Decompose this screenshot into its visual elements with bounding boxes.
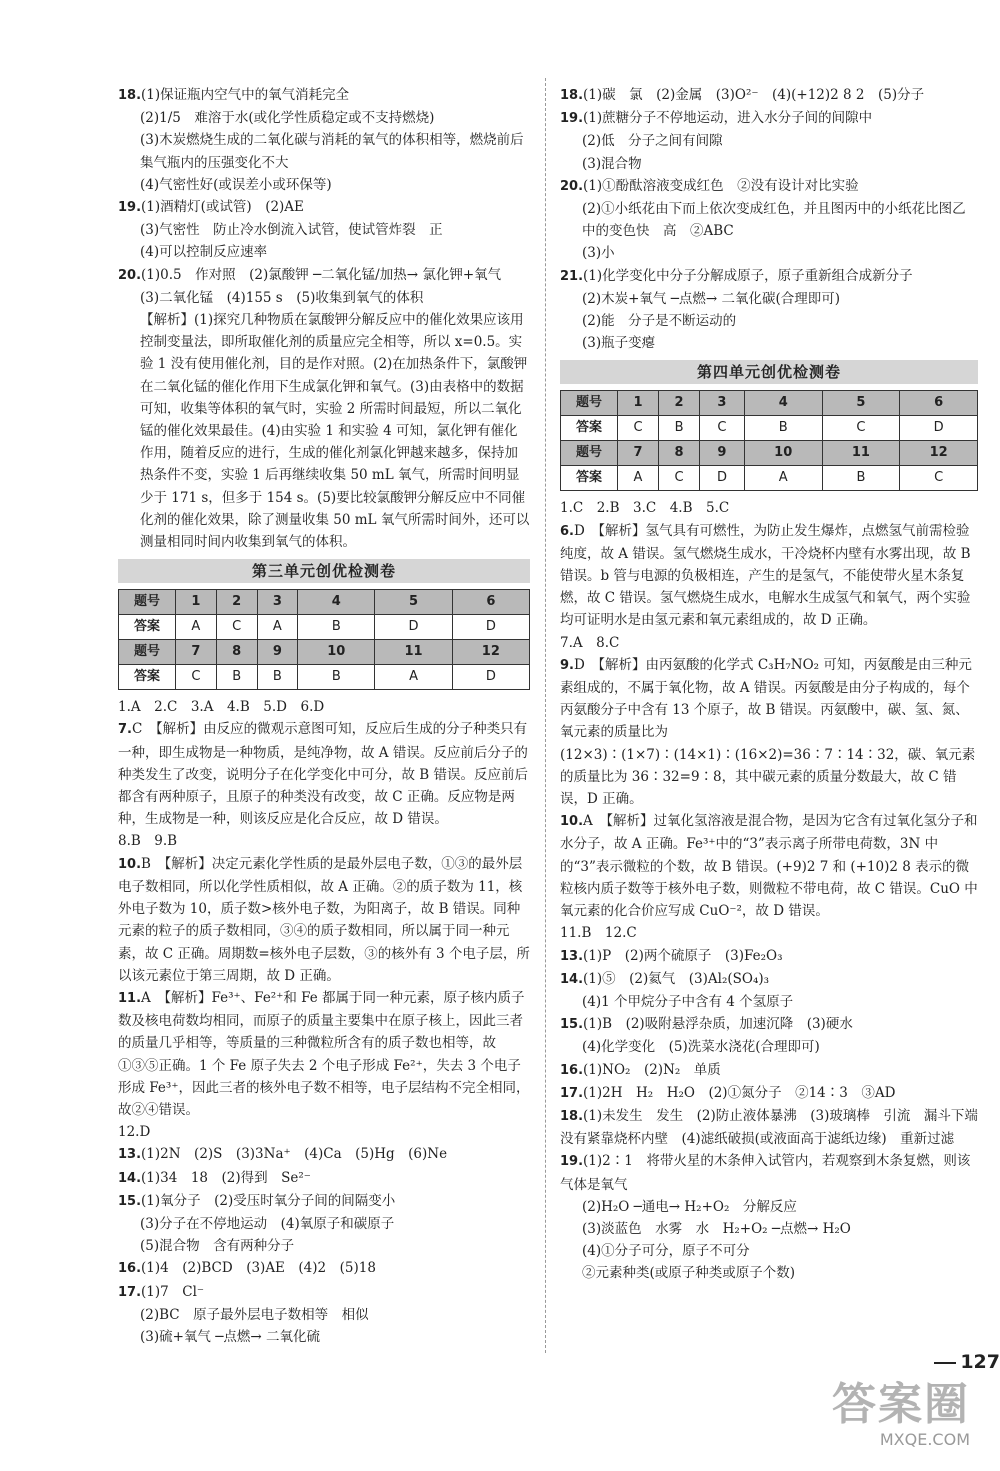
answer-table-cell: 8 (659, 441, 700, 466)
answer-table-cell: B (744, 416, 822, 441)
answer-table-cell: 题号 (561, 391, 618, 416)
answer-table-cell: 1 (618, 391, 659, 416)
answer-text: (1)⑤ (2)氦气 (3)Al₂(SO₄)₃ (583, 970, 770, 987)
answer-text: (1)2∶1 将带火星的木条伸入试管内，若观察到木条复燃，则该气体是氧气 (560, 1153, 971, 1193)
answer-text: (1)NO₂ (2)N₂ 单质 (583, 1061, 721, 1078)
answer-subline: (3)瓶子变瘪 (582, 335, 656, 352)
answer-table-cell: D (452, 665, 529, 690)
answer-text: D 【解析】氢气具有可燃性，为防止发生爆炸，点燃氢气前需检验纯度，故 A 错误。氢气燃烧生成水，干冷烧杯内壁有水雾出现，故 B 错误。b 管与电源的负极相连，产生的是氢气，不能使带火星木条复燃，故 C 错误。氢气燃烧生成水，电解水生成氢气和氧气，两个实验均可证明水是由氢元素和氧元素组成的，故 D 正确。 (560, 522, 971, 629)
answer-table-cell: 答案 (561, 466, 618, 491)
answer-table-row (561, 441, 978, 466)
answer-table-cell: 答案 (119, 615, 176, 640)
answer-item (560, 1150, 978, 1195)
answer-item (560, 1059, 978, 1082)
answer-item (560, 497, 978, 519)
answer-table-cell: 3 (257, 590, 298, 615)
answer-table-cell: 12 (900, 441, 978, 466)
answer-item (118, 696, 530, 718)
answer-subline: (4)化学变化 (5)洗菜水浇花(合理即可) (582, 1039, 820, 1056)
answer-item (118, 84, 530, 107)
answer-table-cell: 2 (659, 391, 700, 416)
answer-text: (1)2H H₂ H₂O (2)①氮分子 ②14∶3 ③AD (583, 1084, 896, 1101)
answer-subline: 【解析】(1)探究几种物质在氯酸钾分解反应中的催化效果应该用控制变量法，即所取催化剂的质量应完全相等，所以 x=0.5。实验 1 没有使用催化剂，目的是作对照。(2)在加热条件下，氯酸钾在二氧化锰的催化作用下生成氯化钾和氧气。(3)由表格中的数据可知，收集等体积的氧气时，实验 2 所需时间最短，所以二氧化锰的催化效果最佳。(4)由实验 1 和实验 4 可知，氯化钾有催化作用，随着反应的进行，生成的催化剂氯化钾越来越多，保持加热条件不变，实验 1 后再继续收集 50 mL 氧气，所需时间明显少于 171 s，但多于 154 s。(5)要比较氯酸钾分解反应中不同催化剂的催化效果，除了测量收集 50 mL 氧气所需时间外，还可以测量相同时间内收集到氧气的体积。 (140, 312, 530, 551)
page-number: 127 (934, 1351, 1000, 1373)
answer-subline: (3)硫+氧气 ─点燃→ 二氧化硫 (140, 1328, 320, 1345)
answer-text: (1)4 (2)BCD (3)AE (4)2 (5)18 (141, 1260, 376, 1277)
answer-subline: (2)1/5 难溶于水(或化学性质稳定或不支持燃烧) (140, 110, 435, 127)
question-number: 14. (118, 1170, 142, 1186)
section-header: 第四单元创优检测卷 (560, 360, 978, 384)
question-number: 15. (118, 1193, 142, 1209)
answer-item (118, 718, 530, 830)
answer-table-cell: D (900, 416, 978, 441)
answer-table-cell: 答案 (561, 416, 618, 441)
question-number: 19. (560, 111, 584, 127)
question-number: 20. (118, 267, 142, 283)
answer-table-cell: C (618, 416, 659, 441)
answer-text: (1)酒精灯(或试管) (2)AE (141, 199, 304, 216)
question-number: 16. (118, 1261, 142, 1277)
answer-table-cell: 7 (618, 441, 659, 466)
answer-table-cell: D (452, 615, 529, 640)
answer-table-cell: B (257, 665, 298, 690)
answer-table-row (119, 665, 530, 690)
answer-text: A 【解析】过氧化氢溶液是混合物，是因为它含有过氧化氢分子和水分子，故 A 正确。Fe³⁺中的“3”表示离子所带电荷数，3N 中的“3”表示微粒的个数，故 B 错误。(+9)2 7 和 (+10)2 8 表示的微粒核内质子数等于核外电子数，则微粒不带电荷，故 C 错误。CuO 中氧元素的化合价应写成 CuO⁻²，故 D 错误。 (560, 813, 978, 920)
answer-table-cell: C (900, 466, 978, 491)
answer-subline: (2)BC 原子最外层电子数相等 相似 (140, 1306, 369, 1323)
answer-subline: (5)混合物 含有两种分子 (140, 1238, 295, 1255)
answer-text: (1)2N (2)S (3)3Na⁺ (4)Ca (5)Hg (6)Ne (141, 1146, 448, 1163)
answer-text: (1)①酚酞溶液变成红色 ②没有设计对比实验 (583, 177, 859, 194)
answer-table-cell: 10 (298, 640, 375, 665)
column-divider (545, 78, 546, 1353)
section-header: 第三单元创优检测卷 (118, 559, 530, 583)
answer-table-cell: 1 (176, 590, 217, 615)
answer-text: (1)蔗糖分子不停地运动，进入水分子间的间隙中 (583, 110, 873, 127)
answer-table-row (561, 416, 978, 441)
right-column (560, 84, 978, 1285)
answer-table-cell: 答案 (119, 665, 176, 690)
answer-table-cell: 12 (452, 640, 529, 665)
question-number: 13. (560, 948, 584, 964)
answer-item (560, 945, 978, 968)
answer-table-cell: A (618, 466, 659, 491)
question-number: 6. (560, 523, 574, 539)
answer-item (118, 1143, 530, 1166)
answer-table (118, 589, 530, 690)
answer-item (560, 632, 978, 654)
answer-text: (1)0.5 作对照 (2)氯酸钾 ─二氧化锰/加热→ 氯化钾+氧气 (141, 266, 502, 283)
answer-table-cell: 9 (700, 441, 745, 466)
question-number: 14. (560, 971, 584, 987)
question-number: 9. (560, 657, 574, 673)
question-number: 17. (560, 1085, 584, 1101)
answer-table-cell: D (375, 615, 452, 640)
answer-subline: (2)能 分子是不断运动的 (582, 313, 737, 330)
answer-text: A 【解析】Fe³⁺、Fe²⁺和 Fe 都属于同一种元素，原子核内质子数及核电荷数均相同，而原子的质量主要集中在原子核上，因此三者的质量几乎相等，等质量的三种微粒所含有的质子数也相等，故①③⑤正确。1 个 Fe 原子失去 2 个电子形成 Fe²⁺，失去 3 个电子形成 Fe³⁺，因此三者的核外电子数不相等，电子层结构不完全相同，故②④错误。 (118, 989, 530, 1118)
answer-subline: (4)①分子可分，原子不可分 (582, 1243, 750, 1260)
answer-item (560, 968, 978, 991)
watermark (832, 1380, 970, 1449)
answer-table-cell: B (822, 466, 900, 491)
left-column (118, 84, 530, 1348)
answer-text: D 【解析】由丙氨酸的化学式 C₃H₇NO₂ 可知，丙氨酸是由三种元素组成的，不属于氧化物，故 A 错误。丙氨酸是由分子构成的，每个丙氨酸分子中含有 13 个原子，故 B 错误。丙氨酸中，碳、氢、氮、氧元素的质量比为(12×3)∶(1×7)∶(14×1)∶(16×2)=36∶7∶14∶32，碳、氧元素的质量比为 36∶32=9∶8，其中碳元素的质量分数最大，故 C 错误，D 正确。 (560, 656, 976, 808)
answer-item (560, 265, 978, 288)
question-number: 15. (560, 1017, 584, 1033)
answer-text: (1)碳 氯 (2)金属 (3)O²⁻ (4)(+12)2 8 2 (5)分子 (583, 87, 925, 103)
answer-table-cell: D (700, 466, 745, 491)
answer-table-cell: 10 (744, 441, 822, 466)
answer-text: 8.B 9.B (118, 833, 178, 850)
question-number: 18. (560, 1108, 584, 1124)
answer-item (560, 84, 978, 107)
question-number: 17. (118, 1284, 142, 1300)
question-number: 21. (560, 268, 584, 284)
answer-text: 12.D (118, 1124, 151, 1141)
answer-table-cell: B (216, 665, 257, 690)
question-number: 19. (560, 1154, 584, 1170)
answer-table-cell: B (298, 615, 375, 640)
answer-subline: ②元素种类(或原子种类或原子个数) (582, 1265, 796, 1282)
answer-table-row (561, 391, 978, 416)
answer-table-cell: 8 (216, 640, 257, 665)
answer-table-cell: A (257, 615, 298, 640)
answer-table-cell: A (176, 615, 217, 640)
answer-text: (1)34 18 (2)得到 Se²⁻ (141, 1169, 311, 1186)
answer-table-cell: 题号 (561, 441, 618, 466)
answer-table-row (119, 615, 530, 640)
answer-table-cell: 9 (257, 640, 298, 665)
answer-table-cell: 题号 (119, 640, 176, 665)
answer-subline: (4)气密性好(或误差小或环保等) (140, 176, 332, 193)
answer-item (560, 175, 978, 198)
answer-text: (1)B (2)吸附悬浮杂质，加速沉降 (3)硬水 (583, 1016, 853, 1033)
answer-item (118, 1281, 530, 1304)
answer-table-row (561, 466, 978, 491)
answer-table-cell: C (700, 416, 745, 441)
answer-item (560, 1105, 978, 1150)
answer-table-cell: A (744, 466, 822, 491)
answer-table-row (119, 590, 530, 615)
question-number: 16. (560, 1062, 584, 1078)
answer-subline: (2)①小纸花由下而上依次变成红色，并且图丙中的小纸花比图乙中的变色快 高 ②ABC (582, 201, 966, 240)
answer-table-cell: B (298, 665, 375, 690)
question-number: 18. (560, 88, 584, 103)
answer-table-cell: 5 (822, 391, 900, 416)
answer-table-cell: C (176, 665, 217, 690)
answer-subline: (3)淡蓝色 水雾 水 H₂+O₂ ─点燃→ H₂O (582, 1220, 851, 1237)
answer-table (560, 390, 978, 491)
answer-table-cell: 7 (176, 640, 217, 665)
answer-table-cell: C (659, 466, 700, 491)
answer-item (560, 1082, 978, 1105)
answer-subline: (4)1 个甲烷分子中含有 4 个氢原子 (582, 993, 794, 1010)
answer-item (118, 853, 530, 987)
question-number: 20. (560, 178, 584, 194)
answer-text: (1)保证瓶内空气中的氧气消耗完全 (141, 87, 350, 103)
answer-item (560, 922, 978, 944)
answer-item (560, 654, 978, 810)
question-number: 7. (118, 722, 132, 738)
answer-subline: (2)低 分子之间有间隙 (582, 133, 723, 150)
answer-item (118, 1167, 530, 1190)
answer-item (118, 196, 530, 219)
answer-text: (1)氧分子 (2)受压时氧分子间的间隔变小 (141, 1192, 396, 1209)
answer-item (560, 810, 978, 922)
answer-subline: (2)H₂O ─通电→ H₂+O₂ 分解反应 (582, 1198, 797, 1215)
answer-table-cell: A (375, 665, 452, 690)
answer-item (118, 1190, 530, 1213)
answer-text: (1)未发生 发生 (2)防止液体暴沸 (3)玻璃棒 引流 漏斗下端没有紧靠烧杯内壁 (4)滤纸破损(或液面高于滤纸边缘) 重新过滤 (560, 1107, 978, 1148)
answer-text: (1)P (2)两个硫原子 (3)Fe₂O₃ (583, 947, 783, 964)
answer-table-cell: B (659, 416, 700, 441)
answer-item (560, 107, 978, 130)
watermark-title: 答案圈 (832, 1379, 970, 1430)
answer-table-cell: 2 (216, 590, 257, 615)
answer-text: 7.A 8.C (560, 634, 620, 651)
answer-item (118, 1257, 530, 1280)
answer-table-cell: 6 (900, 391, 978, 416)
answer-subline: (3)木炭燃烧生成的二氧化碳与消耗的氧气的体积相等，燃烧前后集气瓶内的压强变化不大 (140, 132, 524, 171)
answer-subline: (3)小 (582, 245, 615, 262)
answer-text: 11.B 12.C (560, 925, 637, 942)
question-number: 11. (118, 990, 142, 1006)
question-number: 10. (560, 814, 584, 830)
answer-subline: (3)二氧化锰 (4)155 s (5)收集到氧气的体积 (140, 289, 424, 306)
answer-subline: (3)混合物 (582, 155, 642, 172)
answer-item (118, 830, 530, 852)
answer-table-cell: 5 (375, 590, 452, 615)
answer-table-cell: 4 (744, 391, 822, 416)
answer-item (118, 264, 530, 287)
answer-table-row (119, 640, 530, 665)
answer-subline: (3)分子在不停地运动 (4)氧原子和碳原子 (140, 1215, 395, 1232)
answer-text: C 【解析】由反应的微观示意图可知，反应后生成的分子种类只有一种，即生成物是一种物质，是纯净物，故 A 错误。反应前后分子的种类发生了改变，说明分子在化学变化中可分，故 B 错误。反应前后都含有两种原子，且原子的种类没有改变，故 C 正确。反应物是两种，生成物是一种，则该反应是化合反应，故 D 错误。 (118, 721, 529, 828)
answer-table-cell: 11 (822, 441, 900, 466)
question-number: 13. (118, 1147, 142, 1163)
answer-text: 1.C 2.B 3.C 4.B 5.C (560, 500, 730, 517)
answer-subline: (2)木炭+氧气 ─点燃→ 二氧化碳(合理即可) (582, 290, 840, 307)
answer-subline: (3)气密性 防止冷水倒流入试管，使试管炸裂 正 (140, 222, 443, 239)
question-number: 10. (118, 856, 142, 872)
question-number: 19. (118, 200, 142, 216)
answer-item (560, 520, 978, 632)
answer-text: B 【解析】决定元素化学性质的是最外层电子数，①③的最外层电子数相同，所以化学性质相似，故 A 正确。②的质子数为 11，核外电子数为 10，质子数>核外电子数，为阳离子，故 B 错误。同种元素的粒子的质子数相同，③④的质子数相同，所以属于同一种元素，故 C 正确。周期数=核外电子层数，③的核外有 3 个电子层，所以该元素位于第三周期，故 D 正确。 (118, 855, 530, 984)
watermark-url: MXQE.COM (879, 1430, 970, 1449)
answer-subline: (4)可以控制反应速率 (140, 244, 268, 261)
answer-table-cell: 3 (700, 391, 745, 416)
question-number: 18. (118, 88, 142, 103)
answer-table-cell: 4 (298, 590, 375, 615)
answer-text: 1.A 2.C 3.A 4.B 5.D 6.D (118, 699, 325, 716)
answer-text: (1)7 Cl⁻ (141, 1283, 205, 1300)
answer-table-cell: 11 (375, 640, 452, 665)
answer-item (560, 1013, 978, 1036)
answer-table-cell: 题号 (119, 590, 176, 615)
answer-table-cell: C (216, 615, 257, 640)
answer-table-cell: 6 (452, 590, 529, 615)
answer-table-cell: C (822, 416, 900, 441)
answer-item (118, 987, 530, 1121)
answer-text: (1)化学变化中分子分解成原子，原子重新组合成新分子 (583, 267, 913, 284)
answer-item (118, 1121, 530, 1143)
